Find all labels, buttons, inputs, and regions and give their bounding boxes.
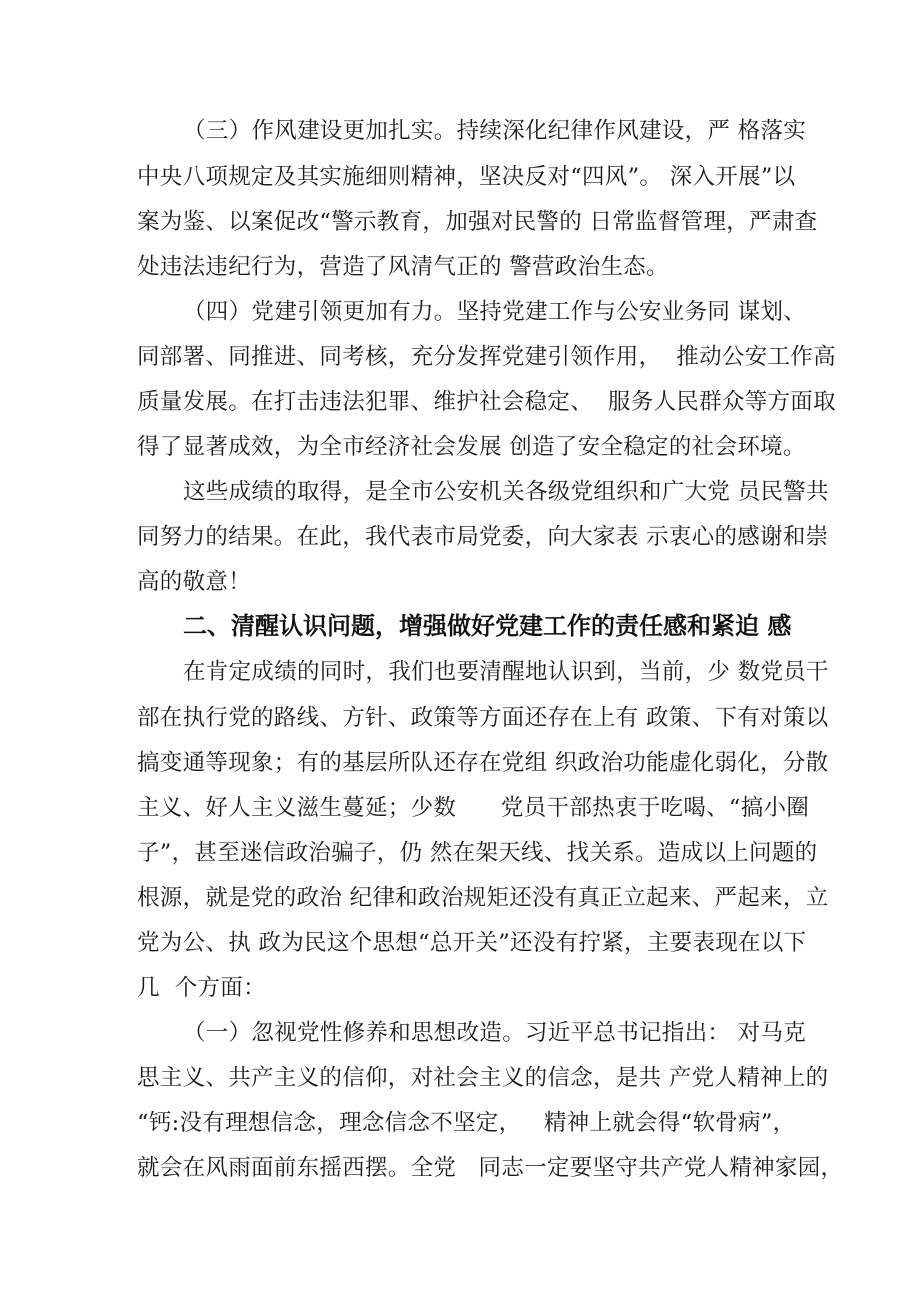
text-line: 得了显著成效，为全市经济社会发展 创造了安全稳定的社会环境。 — [137, 434, 806, 460]
text-line: （四）党建引领更加有力。坚持党建工作与公安业务同 谋划、 — [183, 299, 807, 325]
text-line: 思主义、共产主义的信仰，对社会主义的信念，是共 产党人精神上的 — [137, 1065, 829, 1091]
text-line: 高的敬意！ — [137, 569, 252, 595]
text-line: （一）忽视党性修养和思想改造。习近平总书记指出： 对马克 — [183, 1020, 807, 1046]
text-line: 子”，甚至迷信政治骗子，仍 然在架天线、找关系。造成以上问题的 — [137, 840, 818, 866]
text-line: 几 个方面： — [137, 975, 266, 1001]
text-line: “钙:没有理想信念，理念信念不坚定， 精神上就会得“软骨病”， — [137, 1110, 796, 1136]
text-line: 这些成绩的取得，是全市公安机关各级党组织和广大党 员民警共 — [183, 479, 829, 505]
text-line: 主义、好人主义滋生蔓延；少数 党员干部热衷于吃喝、“搞小圈 — [137, 795, 810, 821]
text-line: 部在执行党的路线、方针、政策等方面还存在上有 政策、下有对策以 — [137, 705, 829, 731]
text-line: 案为鉴、以案促改“警示教育，加强对民警的 日常监督管理，严肃查 — [137, 209, 818, 235]
text-line: 处违法违纪行为，营造了风清气正的 警营政治生态。 — [137, 254, 669, 280]
text-line: 党为公、执 政为民这个思想“总开关”还没有拧紧，主要表现在以下 — [137, 930, 807, 956]
text-line: 搞变通等现象；有的基层所队还存在党组 织政治功能虚化弱化，分散 — [137, 750, 829, 776]
text-line: 根源，就是党的政治 纪律和政治规矩还没有真正立起来、严起来，立 — [137, 885, 829, 911]
section-two-heading: 二、清醒认识问题，增强做好党建工作的责任感和紧迫 感 — [183, 612, 792, 640]
text-line: 中央八项规定及其实施细则精神，坚决反对“四风”。 深入开展”以 — [137, 164, 796, 190]
text-line: （三）作风建设更加扎实。持续深化纪律作风建设，严 格落实 — [183, 118, 807, 144]
text-line: 在肯定成绩的同时，我们也要清醒地认识到，当前，少 数党员干 — [183, 659, 829, 685]
text-line: 同努力的结果。在此，我代表市局党委，向大家表 示衷心的感谢和崇 — [137, 524, 829, 550]
text-line: 同部署、同推进、同考核，充分发挥党建引领作用， 推动公安工作高 — [137, 344, 836, 370]
text-line: 就会在风雨面前东摇西摆。全党 同志一定要坚守共产党人精神家园， — [137, 1155, 844, 1181]
text-line: 质量发展。在打击违法犯罪、维护社会稳定、 服务人民群众等方面取 — [137, 389, 836, 415]
